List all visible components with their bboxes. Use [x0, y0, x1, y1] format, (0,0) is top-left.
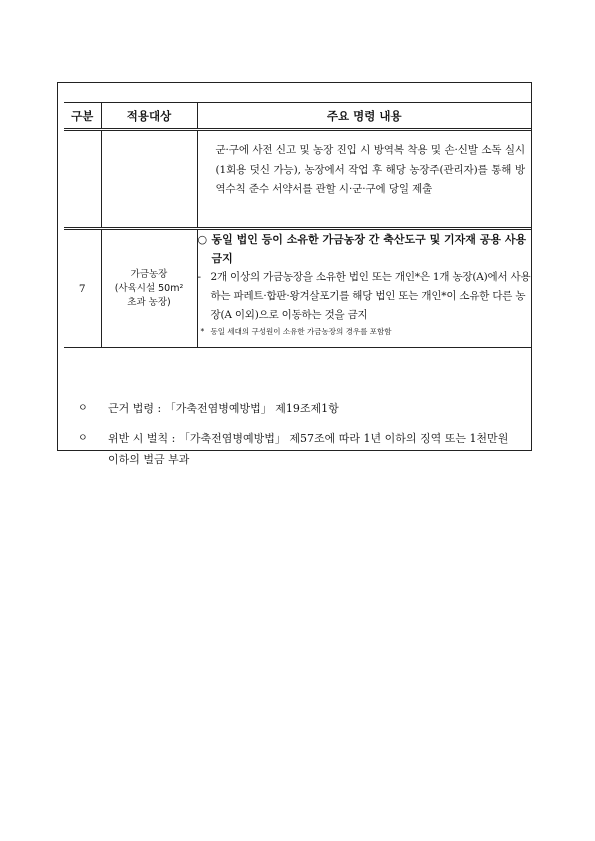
- footnote-text: 동일 세대의 구성원이 소유한 가금농장의 경우를 포함함: [210, 327, 392, 336]
- cell-content-continued: [197, 130, 531, 229]
- note-basis-text: 근거 법령 : 「가축전염병예방법」 제19조제1항: [108, 402, 339, 415]
- content-title: [198, 230, 532, 268]
- cell-target-empty: [101, 130, 197, 229]
- row-number: 7: [64, 229, 101, 348]
- regulation-table: [64, 102, 531, 348]
- target-line-1: 가금농장: [130, 268, 168, 280]
- content-item-text: 2개 이상의 가금농장을 소유한 법인 또는 개인*은 1개 농장(A)에서 사용하는 파레트·합판·왕겨살포기를 해당 법인 또는 개인*이 소유한 다른 농장(A 이외)으로 이동하는 것을 금지: [210, 271, 531, 321]
- header-content: 주요 명령 내용: [197, 103, 531, 130]
- target-line-2: (사육시설 50m²: [114, 282, 184, 294]
- circle-bullet-icon: ㅇ: [78, 403, 88, 414]
- cell-num-empty: [64, 130, 101, 229]
- note-penalty: [78, 428, 516, 470]
- circle-bullet-icon: ㅇ: [78, 433, 88, 444]
- target-line-3: 초과 농장): [127, 296, 171, 308]
- row-target: [101, 229, 197, 348]
- header-num: 구분: [64, 103, 101, 130]
- table-header-row: [64, 103, 531, 130]
- notes-section: [78, 398, 516, 470]
- continued-text: 군·구에 사전 신고 및 농장 진입 시 방역복 착용 및 손·신발 소독 실시(1회용 덧신 가능), 농장에서 작업 후 해당 농장주(관리자)를 통해 방역수칙 준수 서약서를 관할 시·군·구에 당일 제출: [215, 144, 525, 195]
- table-row-continued: [64, 130, 531, 229]
- table-row-7: [64, 229, 531, 348]
- row-content: [197, 229, 531, 348]
- content-item: [198, 268, 532, 325]
- note-basis: [78, 398, 516, 419]
- content-footnote: [198, 325, 532, 338]
- asterisk-icon: *: [200, 327, 205, 336]
- note-penalty-text: 위반 시 벌칙 : 「가축전염병예방법」 제57조에 따라 1년 이하의 징역 또는 1천만원 이하의 벌금 부과: [108, 432, 509, 466]
- header-target: 적용대상: [101, 103, 197, 130]
- content-title-text: 동일 법인 등이 소유한 가금농장 간 축산도구 및 기자재 공용 사용 금지: [211, 233, 527, 265]
- circle-bullet-icon: ○: [197, 233, 208, 246]
- dash-bullet-icon: -: [197, 271, 201, 283]
